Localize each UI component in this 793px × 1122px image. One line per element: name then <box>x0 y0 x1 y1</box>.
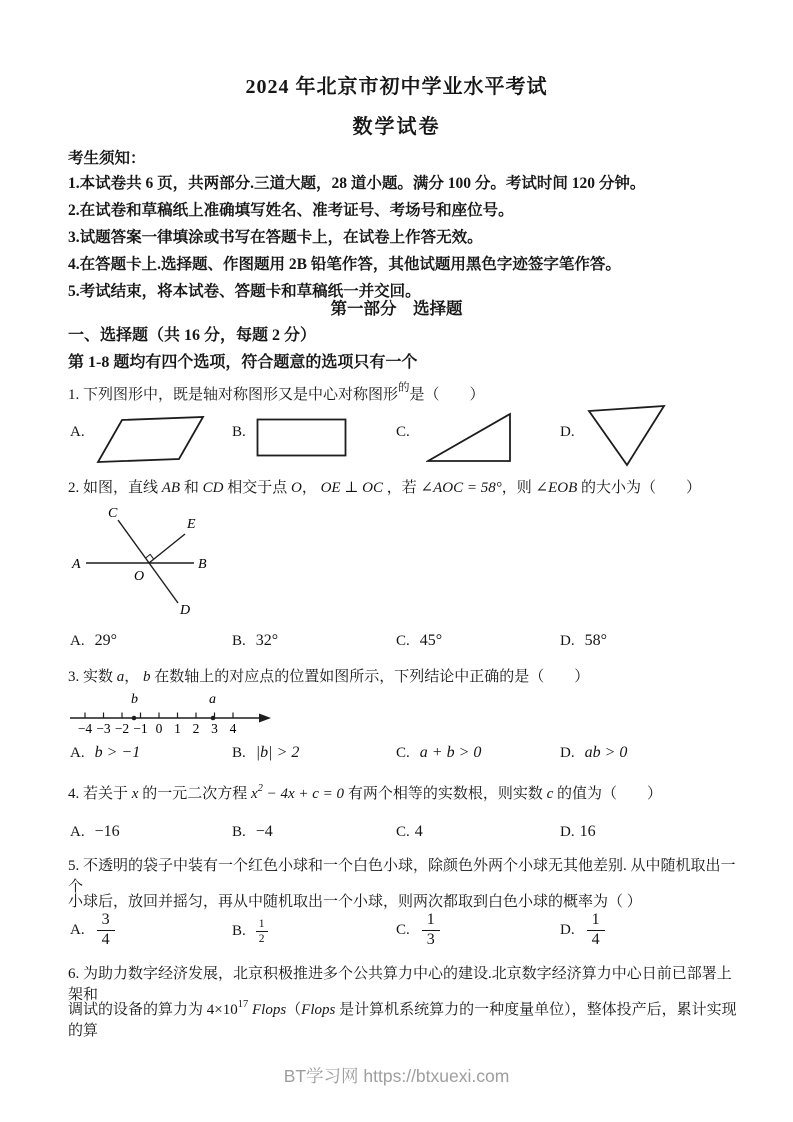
q4-math-x2: x <box>250 786 258 802</box>
q6-math-flops: Flops <box>248 1002 287 1018</box>
q3-tick-neg4: −4 <box>77 721 93 736</box>
q4-text-end: 的值为（ ） <box>553 786 663 802</box>
question-2-stem <box>68 476 740 497</box>
notice-item-3: 3.试题答案一律填涂或书写在答题卡上，在试卷上作答无效。 <box>68 229 483 246</box>
q2-option-b-value: 32° <box>255 632 279 649</box>
question-5-options <box>68 912 740 960</box>
q5-option-d-label: D. <box>560 921 575 938</box>
question-5-stem-line-2: 小球后，放回并摇匀，再从中随机取出一个小球，则两次都取到白色小球的概率为（ ） <box>68 894 642 910</box>
q2-text: ， <box>301 480 321 496</box>
q4-option-a-label: A. <box>70 824 85 840</box>
q2-figure-label-e: E <box>187 517 196 532</box>
q3-option-d-label: D. <box>560 745 575 761</box>
q5-option-d-fraction <box>587 912 605 949</box>
q4-option-a-value: −16 <box>94 823 120 840</box>
q2-option-c <box>396 632 442 650</box>
q5-c-denominator: 3 <box>426 930 435 948</box>
q3-tick-3: 3 <box>211 721 218 736</box>
page-subtitle: 数学试卷 <box>352 116 441 138</box>
q6-math-power-base: 4×10 <box>206 1002 238 1018</box>
q2-figure-label-a: A <box>72 557 81 572</box>
question-6-stem-line-2 <box>68 998 740 1040</box>
question-5-stem-line-1: 5. 不透明的袋子中装有一个红色小球和一个白色小球，除颜色外两个小球无其他差别. 从中随机取出一个 <box>68 858 736 895</box>
q4-option-d <box>560 823 596 841</box>
q3-tick-neg1: −1 <box>133 721 148 736</box>
section-instruction: 第 1-8 题均有四个选项，符合题意的选项只有一个 <box>68 354 418 371</box>
q2-option-a <box>70 632 117 650</box>
q2-math-perp: OE ⊥ OC <box>320 480 384 496</box>
q2-option-c-label: C. <box>396 633 410 649</box>
q2-math-ab: AB <box>161 480 181 496</box>
notice-item-2: 2.在试卷和草稿纸上准确填写姓名、准考证号、考场号和座位号。 <box>68 202 514 219</box>
q2-option-a-value: 29° <box>94 632 117 649</box>
q4-math-x: x <box>131 786 139 802</box>
q5-option-c <box>396 912 440 949</box>
q3-tick-0: 0 <box>155 721 163 736</box>
q2-text: 和 <box>180 480 203 496</box>
q6-text: 调试的设备的算力为 <box>68 1002 207 1018</box>
question-1-stem <box>68 381 740 404</box>
q2-option-b <box>232 632 278 650</box>
rectangle-icon <box>256 418 348 458</box>
q2-math-angle-eob: ∠EOB <box>535 480 578 496</box>
q6-math-flops-2: Flops <box>301 1002 336 1018</box>
q5-option-c-label: C. <box>396 921 410 938</box>
q2-text-end: 的大小为（ ） <box>577 480 702 496</box>
q3-math-b: b <box>143 669 151 685</box>
q5-option-c-fraction <box>422 912 440 949</box>
question-2-options <box>68 632 740 662</box>
q3-option-d <box>560 744 627 762</box>
q2-option-d-value: 58° <box>584 632 607 649</box>
q6-text-end: 是计算机系统算力的一种度量单位），整体投产后，累计实现的算 <box>68 1002 737 1039</box>
notice-item-1: 1.本试卷共 6 页，共两部分.三道大题，28 道小题。满分 100 分。考试时间 120 分钟。 <box>68 175 646 192</box>
q3-tick-1: 1 <box>174 721 181 736</box>
q2-option-a-label: A. <box>70 633 85 649</box>
q5-d-denominator: 4 <box>591 930 600 948</box>
inverted-triangle-icon <box>586 404 668 468</box>
q3-option-a <box>70 744 140 762</box>
q4-option-c-value: 4 <box>414 823 423 840</box>
q2-math-o: O <box>290 480 302 496</box>
q2-option-d-label: D. <box>560 633 575 649</box>
q4-math-equation: − 4x + c = 0 <box>262 786 345 802</box>
right-triangle-icon <box>426 410 514 464</box>
section-sub-title: 一、选择题（共 16 分，每题 2 分） <box>68 327 317 344</box>
q4-option-c <box>396 823 423 841</box>
q2-math-angle-aoc: ∠AOC = 58° <box>420 480 502 496</box>
q3-tick-neg2: −2 <box>114 721 130 736</box>
q3-option-a-label: A. <box>70 745 85 761</box>
q1-text-end: 是（ ） <box>409 387 485 403</box>
notice-item-5: 5.考试结束，将本试卷、答题卡和草稿纸一并交回。 <box>68 283 421 300</box>
q4-option-d-label: D. <box>560 824 575 840</box>
q2-option-d <box>560 632 607 650</box>
q5-d-numerator: 1 <box>587 912 605 931</box>
q3-text: 3. 实数 <box>68 669 117 685</box>
q3-number-line-figure <box>68 690 283 736</box>
q5-option-a-fraction <box>97 912 115 949</box>
q5-c-numerator: 1 <box>422 912 440 931</box>
q5-b-denominator: 2 <box>258 933 265 946</box>
q2-text: ，若 <box>383 480 421 496</box>
q5-option-b-fraction <box>256 918 268 945</box>
q5-option-a <box>70 912 115 949</box>
q3-tick-neg3: −3 <box>96 721 111 736</box>
q3-option-a-value: b > −1 <box>94 744 141 761</box>
q3-text-end: 在数轴上的对应点的位置如图所示，下列结论中正确的是（ ） <box>150 669 590 685</box>
q3-tick-2: 2 <box>192 721 200 736</box>
q2-figure-label-o: O <box>134 569 145 584</box>
question-3-stem <box>68 665 740 686</box>
notice-list <box>68 170 738 305</box>
q3-math-a: a <box>116 669 125 685</box>
q1-superscript: 的 <box>398 382 410 394</box>
q3-option-c-value: a + b > 0 <box>419 744 482 761</box>
q4-option-b-value: −4 <box>255 823 273 840</box>
notice-heading: 考生须知： <box>68 150 146 167</box>
q4-option-d-value: 16 <box>579 823 596 840</box>
part-title: 第一部分 选择题 <box>330 299 463 318</box>
q4-text: 4. 若关于 <box>68 786 132 802</box>
q4-option-b-label: B. <box>232 824 246 840</box>
q4-text: 的一元二次方程 <box>138 786 251 802</box>
q2-math-cd: CD <box>202 480 224 496</box>
question-1-options <box>68 402 740 474</box>
q1-text: 1. 下列图形中，既是轴对称图形又是中心对称图形 <box>68 387 399 403</box>
question-3-options <box>68 744 740 774</box>
q3-option-c <box>396 744 481 762</box>
q2-option-b-label: B. <box>232 633 246 649</box>
question-4-stem <box>68 782 740 803</box>
question-6-stem-line-1: 6. 为助力数字经济发展，北京积极推进多个公共算力中心的建设.北京数字经济算力中心日前已部署上架和 <box>68 966 732 1003</box>
question-4-options <box>68 823 740 853</box>
q3-option-d-value: ab > 0 <box>584 744 628 761</box>
q2-figure-label-c: C <box>108 506 118 521</box>
q4-option-a <box>70 823 120 841</box>
q3-option-b <box>232 744 299 762</box>
q3-option-b-value: |b| > 2 <box>255 744 300 761</box>
q5-option-b-label: B. <box>232 923 246 940</box>
q5-option-b <box>232 918 268 945</box>
notice-item-4: 4.在答题卡上.选择题、作图题用 2B 铅笔作答，其他试题用黑色字迹签字笔作答。 <box>68 256 621 273</box>
q2-option-c-value: 45° <box>419 632 443 649</box>
q5-option-d <box>560 912 605 949</box>
q4-option-b <box>232 823 273 841</box>
parallelogram-icon <box>94 410 209 468</box>
q5-b-numerator: 1 <box>256 918 268 932</box>
q2-figure-label-b: B <box>198 557 207 572</box>
q2-text: 2. 如图，直线 <box>68 480 162 496</box>
page-title: 2024 年北京市初中学业水平考试 <box>245 76 548 98</box>
q1-option-b-label: B. <box>232 424 246 440</box>
q5-a-denominator: 4 <box>101 930 110 948</box>
q4-math-exponent: 2 <box>257 783 263 794</box>
footer-watermark: BT学习网 https://btxuexi.com <box>283 1066 510 1086</box>
q3-tick-4: 4 <box>229 721 237 736</box>
q3-point-a-label: a <box>209 692 216 707</box>
q2-figure-label-d: D <box>180 603 191 618</box>
q6-text: （ <box>286 1002 302 1018</box>
q4-text: 有两个相等的实数根，则实数 <box>344 786 547 802</box>
q3-option-c-label: C. <box>396 745 410 761</box>
q2-intersecting-lines-figure <box>70 504 240 624</box>
q3-text: ， <box>124 669 144 685</box>
q3-option-b-label: B. <box>232 745 246 761</box>
q2-text: 相交于点 <box>223 480 291 496</box>
q4-option-c-label: C. <box>396 824 410 840</box>
q6-math-power-exponent: 17 <box>237 999 249 1010</box>
q1-option-a-label: A. <box>70 424 85 440</box>
q1-option-d-label: D. <box>560 424 575 440</box>
q5-a-numerator: 3 <box>97 912 115 931</box>
q3-point-b-label: b <box>131 692 138 707</box>
q5-option-a-label: A. <box>70 921 85 938</box>
q4-math-c: c <box>546 786 554 802</box>
q2-text: ，则 <box>501 480 536 496</box>
q1-option-c-label: C. <box>396 424 410 440</box>
